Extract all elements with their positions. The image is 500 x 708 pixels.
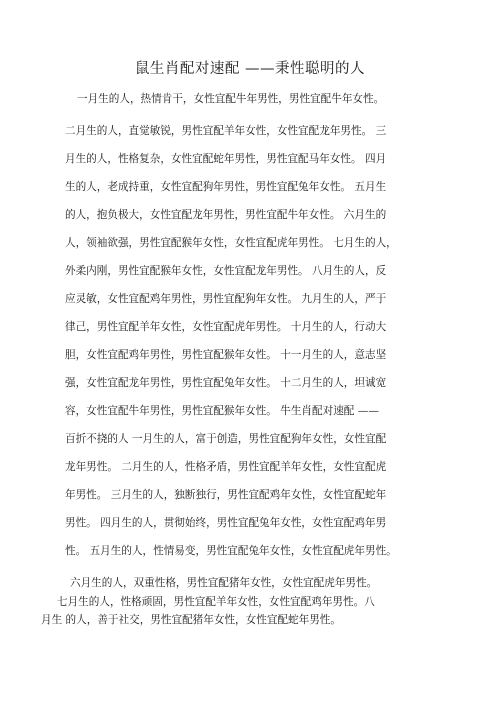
paragraph-line: 应灵敏，女性宜配鸡年男性，男性宜配狗年女性。 九月生的人，严于: [65, 293, 387, 305]
paragraph-line: 一月生的人，热情肯干，女性宜配牛年男性，男性宜配牛年女性。: [77, 93, 385, 105]
paragraph-line: 的人，抱负极大，女性宜配龙年男性，男性宜配牛年女性。 六月生的: [65, 209, 387, 221]
paragraph-line: 月生的人，性格复杂，女性宜配蛇年男性，男性宜配马年女性。 四月: [65, 153, 387, 165]
paragraph-line: 七月生的人，性格顽固，男性宜配羊年女性，女性宜配鸡年男性。八: [57, 596, 375, 608]
paragraph-line: 百折不挠的人 一月生的人，富于创造，男性宜配狗年女性，女性宜配: [65, 433, 387, 445]
paragraph-line: 强，女性宜配龙年男性，男性宜配兔年女性。 十二月生的人，坦诚宽: [65, 377, 387, 389]
paragraph-line: 性。 五月生的人，性情易变，男性宜配兔年女性，女性宜配虎年男性。: [65, 545, 397, 557]
paragraph-line: 六月生的人，双重性格，男性宜配猪年女性，女性宜配虎年男性。: [70, 577, 378, 589]
paragraph-line: 容，女性宜配牛年男性，男性宜配猴年女性。 牛生肖配对速配 ——: [65, 405, 379, 417]
paragraph-line: 男性。 四月生的人，贯彻始终，男性宜配兔年女性，女性宜配鸡年男: [65, 517, 387, 529]
paragraph-line: 二月生的人，直觉敏锐，男性宜配羊年女性，女性宜配龙年男性。 三: [65, 125, 387, 137]
paragraph-line: 人，领袖欲强，男性宜配猴年女性，女性宜配虎年男性。 七月生的人，: [65, 237, 397, 249]
paragraph-line: 龙年男性。 二月生的人，性格矛盾，男性宜配羊年女性，女性宜配虎: [65, 461, 387, 473]
document-title: 鼠生肖配对速配 ——秉性聪明的人: [134, 61, 366, 77]
paragraph-line: 胆，女性宜配鸡年男性，男性宜配猴年女性。 十一月生的人，意志坚: [65, 349, 387, 361]
paragraph-line: 律己，男性宜配羊年女性，女性宜配虎年男性。 十月生的人，行动大: [65, 321, 387, 333]
paragraph-line: 生的人，老成持重，女性宜配狗年男性，男性宜配兔年女性。 五月生: [65, 181, 387, 193]
paragraph-line: 月生 的人，善于社交，男性宜配猪年女性，女性宜配蛇年男性。: [41, 614, 341, 626]
paragraph-line: 年男性。 三月生的人，独断独行，男性宜配鸡年女性，女性宜配蛇年: [65, 489, 387, 501]
paragraph-line: 外柔内刚，男性宜配猴年女性，女性宜配龙年男性。 八月生的人，反: [65, 265, 387, 277]
